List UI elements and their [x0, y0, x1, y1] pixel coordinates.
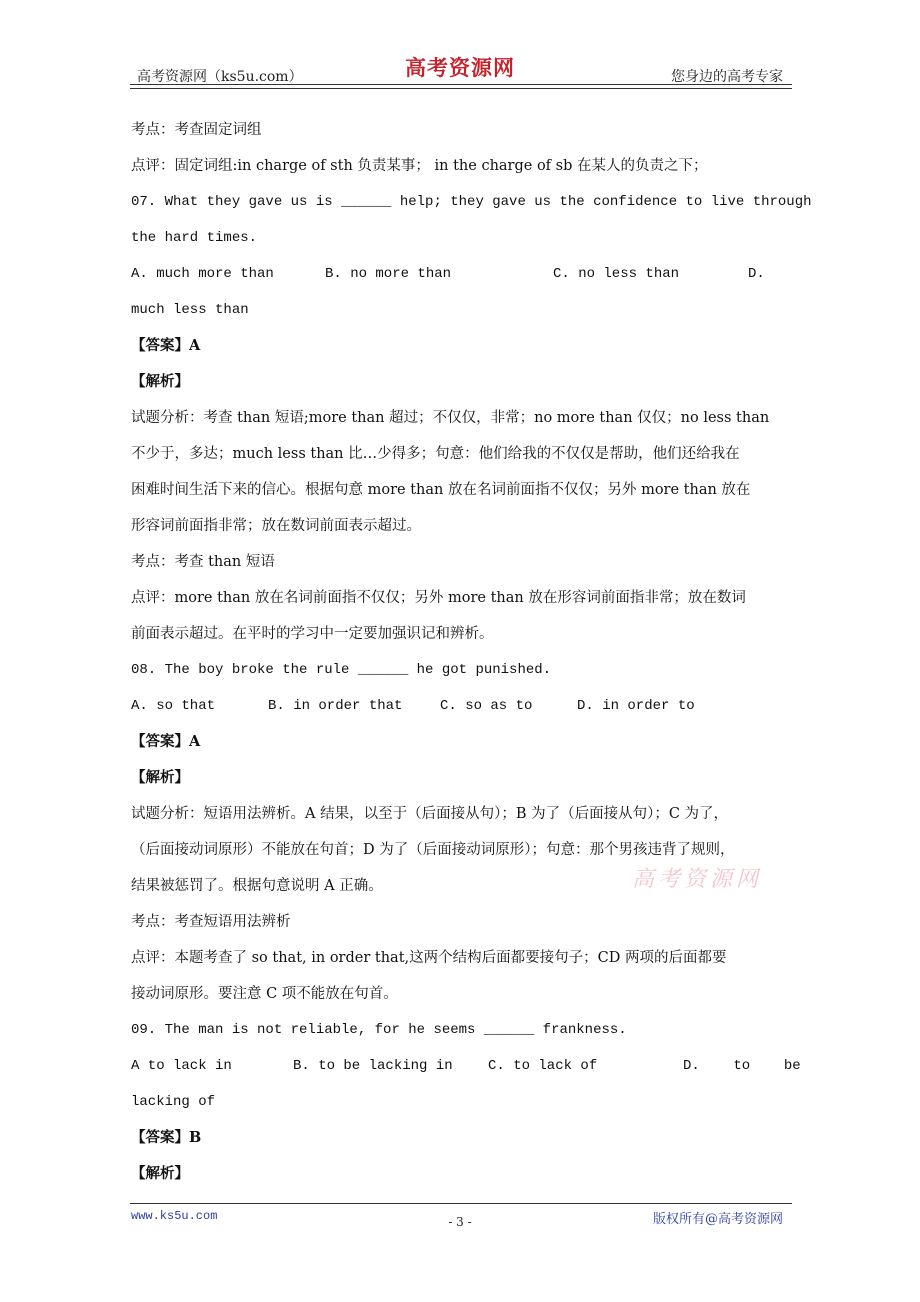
option-d-text: lacking of [131, 1094, 216, 1110]
analysis-label: 【解析】 [131, 1165, 189, 1182]
comment-line: 点评：本题考查了 so that, in order that,这两个结构后面都要接句子；CD 两项的后面都要 [131, 950, 727, 966]
analysis-label: 【解析】 [131, 769, 189, 786]
footer-website-link[interactable]: www.ks5u.com [131, 1209, 218, 1223]
watermark: 高考资源网 [632, 867, 763, 892]
analysis-text: 结果被惩罚了。根据句意说明 A 正确。 [131, 878, 383, 894]
document-body [131, 112, 811, 1192]
comment-line: 点评：固定词组:in charge of sth 负责某事； in the charge of sb 在某人的负责之下； [131, 158, 708, 174]
option-b: B. in order that [268, 698, 403, 714]
analysis-text: 试题分析：考查 than 短语;more than 超过；不仅仅，非常；no more than 仅仅；no less than [131, 410, 770, 426]
analysis-text: 试题分析：短语用法辨析。A 结果，以至于（后面接从句）；B 为了（后面接从句）；C 为了， [131, 806, 729, 822]
option-c: C. no less than [553, 266, 680, 282]
kaodian-line: 考点：考查 than 短语 [131, 554, 275, 570]
option-a: A to lack in [131, 1058, 232, 1074]
answer-label: 【答案】A [131, 733, 201, 750]
option-c: C. so as to [440, 698, 533, 714]
option-b: B. no more than [325, 266, 452, 282]
option-a: A. so that [131, 698, 216, 714]
analysis-label: 【解析】 [131, 373, 189, 390]
analysis-text: 形容词前面指非常；放在数词前面表示超过。 [131, 518, 421, 534]
question-07: 07. What they gave us is ______ help; they gave us the confidence to live through [131, 194, 812, 210]
header-logo: 高考资源网 [405, 55, 515, 80]
question-07-options [131, 256, 811, 292]
option-d-text: much less than [131, 302, 249, 318]
answer-label: 【答案】B [131, 1129, 202, 1146]
question-09-options [131, 1048, 811, 1084]
answer-label: 【答案】A [131, 337, 201, 354]
header-slogan: 您身边的高考专家 [671, 69, 783, 85]
kaodian-line: 考点：考查固定词组 [131, 122, 262, 138]
question-09: 09. The man is not reliable, for he seems ______ frankness. [131, 1022, 627, 1038]
header-divider [130, 84, 792, 89]
header-site-name: 高考资源网（ks5u.com） [137, 69, 303, 85]
analysis-text: （后面接动词原形）不能放在句首；D 为了（后面接动词原形）；句意：那个男孩违背了规则， [131, 842, 735, 858]
option-b: B. to be lacking in [293, 1058, 453, 1074]
option-d: D. [748, 266, 765, 282]
comment-line: 前面表示超过。在平时的学习中一定要加强识记和辨析。 [131, 626, 494, 642]
analysis-text: 困难时间生活下来的信心。根据句意 more than 放在名词前面指不仅仅；另外 more than 放在 [131, 482, 751, 498]
footer-copyright: 版权所有@高考资源网 [652, 1212, 783, 1227]
question-07-cont: the hard times. [131, 230, 258, 246]
option-d: D. in order to [577, 698, 695, 714]
comment-line: 接动词原形。要注意 C 项不能放在句首。 [131, 986, 398, 1002]
question-08-options [131, 688, 811, 724]
comment-line: 点评：more than 放在名词前面指不仅仅；另外 more than 放在形容词前面指非常；放在数词 [131, 590, 746, 606]
option-d: D. to be [683, 1058, 801, 1074]
option-c: C. to lack of [488, 1058, 598, 1074]
page-number: - 3 - [448, 1215, 472, 1229]
kaodian-line: 考点：考查短语用法辨析 [131, 914, 291, 930]
question-08: 08. The boy broke the rule ______ he got punished. [131, 662, 552, 678]
footer-divider [130, 1203, 792, 1204]
analysis-text: 不少于，多达；much less than 比…少得多；句意：他们给我的不仅仅是帮助，他们还给我在 [131, 446, 740, 462]
option-a: A. much more than [131, 266, 274, 282]
